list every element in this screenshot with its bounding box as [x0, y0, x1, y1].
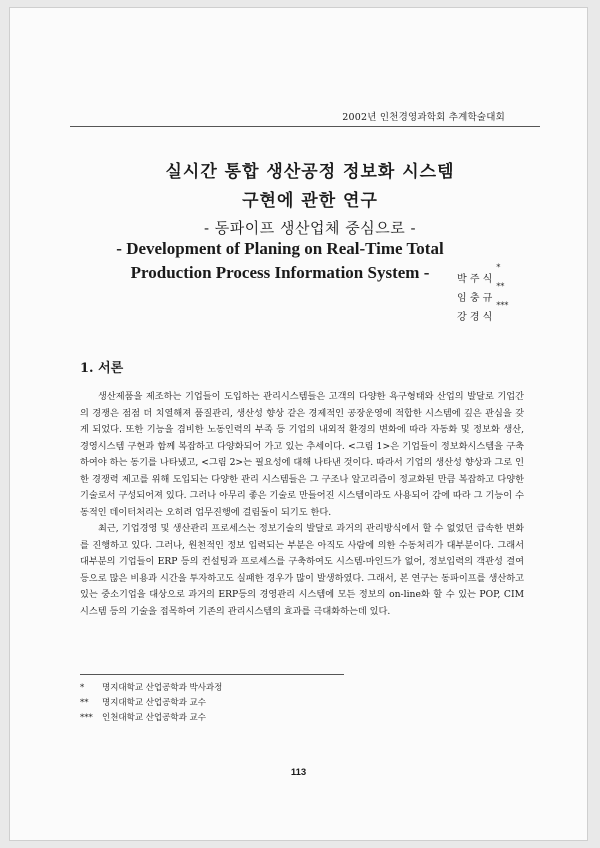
- title-line-1: 실시간 통합 생산공정 정보화 시스템: [165, 162, 455, 182]
- footnote-text: 명지대학교 산업공학과 교수: [102, 698, 206, 708]
- english-title-line-1: - Development of Planing on Real-Time Total: [116, 239, 444, 258]
- footnote-mark: ***: [80, 713, 93, 723]
- english-title-block: [80, 237, 480, 285]
- subtitle: - 동파이프 생산업체 중심으로 -: [203, 219, 417, 237]
- footnote-mark: **: [80, 698, 89, 708]
- footnote-mark: *: [80, 683, 85, 693]
- author-mark: **: [496, 282, 505, 291]
- footnote-rule: [80, 674, 344, 675]
- author-mark: ***: [496, 301, 509, 310]
- english-title-line-2: Production Process Information System -: [130, 263, 430, 282]
- paragraph: 생산제품을 제조하는 기업들이 도입하는 관리시스템들은 고객의 다양한 욕구형태와 산업의 발달로 기업간의 경쟁은 점점 더 치열해져 품질관리, 생산성 향상 같은 경제적인 공장운영에 적합한 시스템에 깊은 관심을 갖게 되었다. 또한 기능을 겸비한 노동인력의 부족 등 기업의 내외적 환경의 변화에 따라 자동화 및 정보화 생산, 경영시스템 구현과 함께 복잡하고 다양화되어 가고 있는 추세이다. <그림 1>은 기업들이 정보화시스템을 구축하여야 하는 동기를 나타냈고, <그림 2>는 필요성에 대해 나타낸 것이다. 따라서 기업의 생산성 향상과 그로 인한 경쟁력 제고를 위해 도입되는 다양한 관리 시스템들은 그 구조나 알고리즘이 정교화된 만큼 복잡하고 다양한 기술로서 구성되어져 있다. 그러나 아무리 좋은 기술로 만들어진 시스템이라도 사용되어 감에 따라 그 기능이 수동적인 데이터처리는 오히려 업무진행에 걸림돌이 되기도 한다.: [80, 391, 524, 518]
- author-mark: *: [496, 263, 501, 272]
- footnote: [80, 681, 222, 696]
- footnote-text: 명지대학교 산업공학과 박사과정: [102, 683, 223, 693]
- author-name: 박 주 식: [457, 274, 493, 285]
- paper-page: [10, 8, 587, 840]
- author-name: 강 경 식: [457, 312, 493, 323]
- footnote: [80, 711, 222, 726]
- paragraph: 최근, 기업경영 및 생산관리 프로세스는 정보기술의 발달로 과거의 관리방식에서 할 수 없었던 급속한 변화를 진행하고 있다. 그러나, 원천적인 정보 입력되는 부분은 아직도 사람에 의한 수동처리가 대부분이다. 그래서 대부분의 기업들이 ERP 등의 컨설팅과 프로세스를 구축하여도 시스템-마인드가 없어, 정보입력의 객관성 결여 등으로 많은 비용과 시간을 투자하고도 실패한 경우가 많이 발생하였다. 그래서, 본 연구는 동파이프를 생산하고 있는 중소기업을 대상으로 과거의 ERP등의 경영관리 시스템에 모든 정보의 on-line화 할 수 있는 POP, CIM시스템 등의 기술을 접목하여 기존의 관리시스템의 효과를 극대화하는데 있다.: [80, 523, 524, 617]
- title-line-2: 구현에 관한 연구: [242, 191, 378, 211]
- title-block: [50, 158, 570, 240]
- footnote-text: 인천대학교 산업공학과 교수: [102, 713, 206, 723]
- running-header: 2002년 인천경영과학회 추계학술대회: [342, 112, 505, 123]
- author-name: 임 충 규: [457, 293, 493, 304]
- author: [457, 301, 509, 327]
- footnote: [80, 696, 222, 711]
- author-list: [457, 263, 509, 327]
- footnotes: [80, 681, 222, 726]
- body-text: [80, 389, 524, 620]
- page-number: 113: [290, 767, 307, 778]
- header-rule: [70, 126, 540, 127]
- section-heading: 1. 서론: [80, 361, 124, 376]
